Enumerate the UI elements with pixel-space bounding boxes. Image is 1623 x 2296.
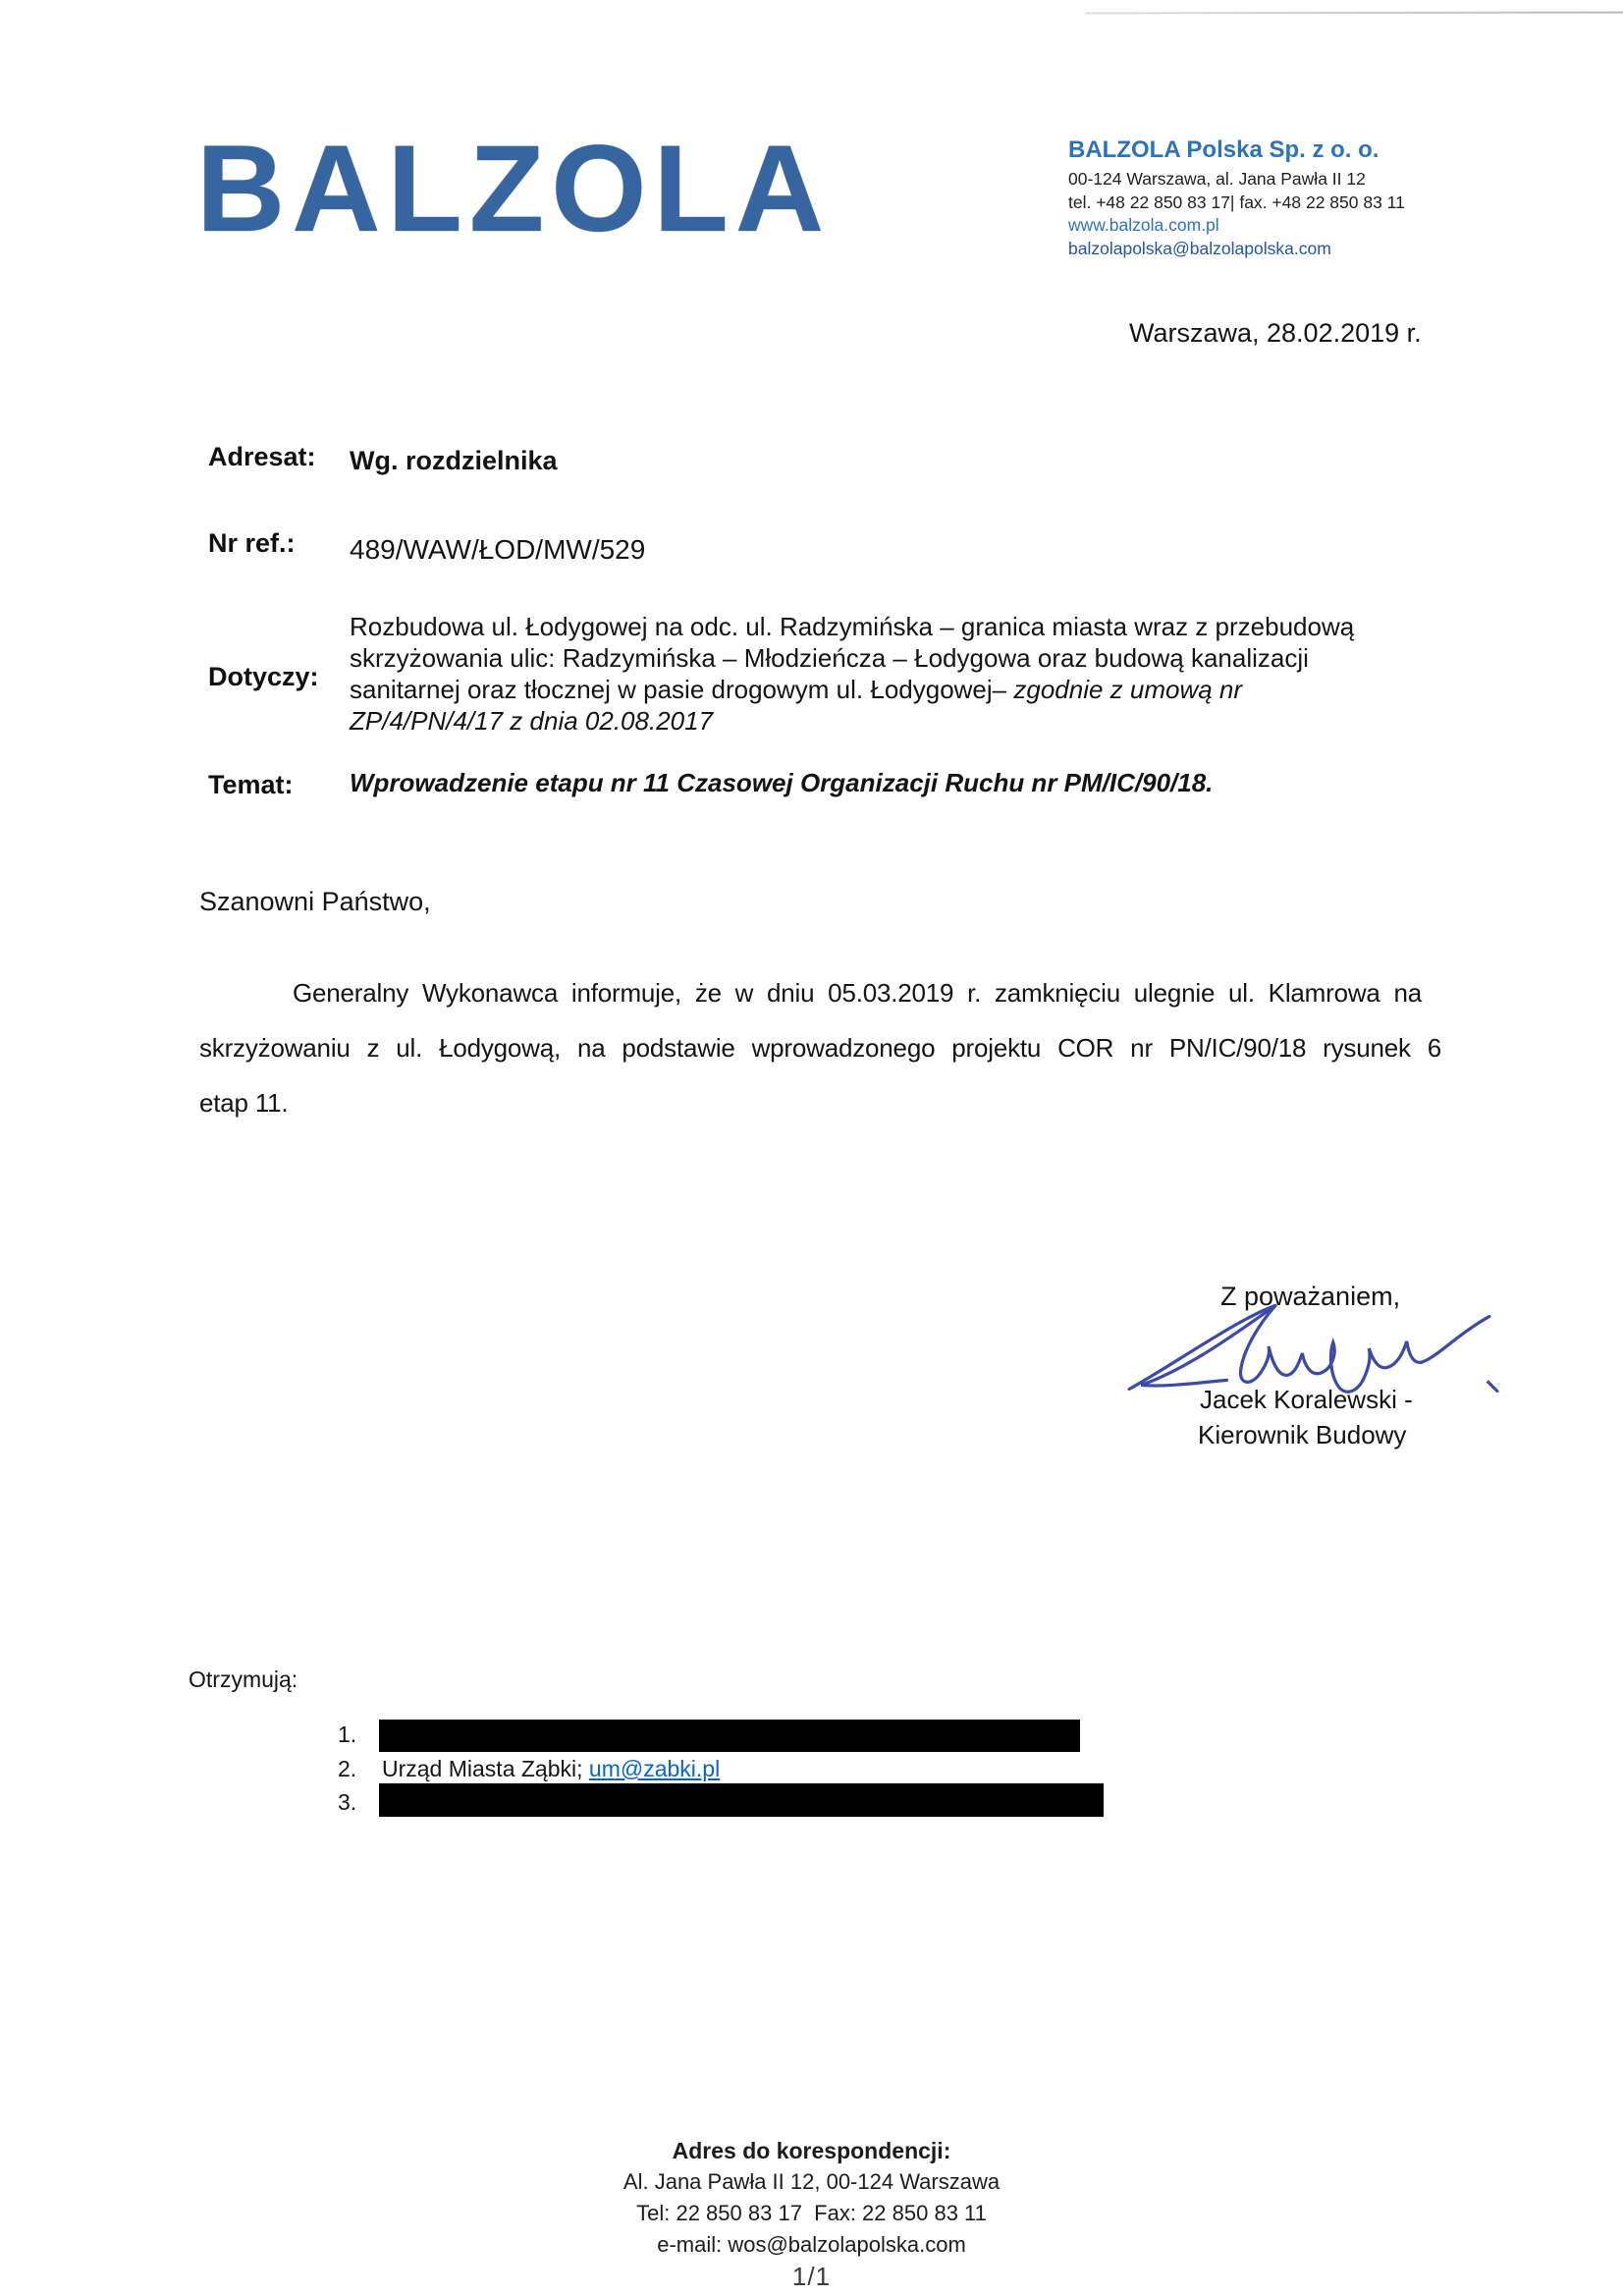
footer-phone-fax: Tel: 22 850 83 17 Fax: 22 850 83 11: [636, 2201, 987, 2225]
company-phone-fax: tel. +48 22 850 83 17| fax. +48 22 850 83 11: [1068, 191, 1405, 212]
body-line-1: Generalny Wykonawca informuje, że w dniu 05.03.2019 r. zamknięciu ulegnie ul. Klamrowa na: [293, 978, 1422, 1008]
dotyczy-line-4: ZP/4/PN/4/17 z dnia 02.08.2017: [350, 706, 714, 736]
valediction: Z poważaniem,: [1220, 1282, 1401, 1311]
dotyczy-line-2: skrzyżowania ulic: Radzymińska – Młodzieńcza – Łodygowa oraz budową kanalizacji: [350, 643, 1309, 673]
temat-label: Temat:: [208, 770, 294, 799]
nr-ref-value: 489/WAW/ŁOD/MW/529: [350, 534, 646, 565]
distribution-number-2: 2.: [338, 1756, 357, 1781]
footer-address: Al. Jana Pawła II 12, 00-124 Warszawa: [622, 2169, 1001, 2194]
redacted-bar-1: [379, 1720, 1080, 1752]
nr-ref-label: Nr ref.:: [208, 528, 296, 558]
dotyczy-line-1: Rozbudowa ul. Łodygowej na odc. ul. Radzymińska – granica miasta wraz z przebudową: [350, 612, 1355, 641]
distribution-number-1: 1.: [338, 1722, 357, 1747]
company-website: www.balzola.com.pl: [1068, 215, 1219, 235]
distribution-item-2-text: Urząd Miasta Ząbki;: [382, 1756, 589, 1781]
footer: [0, 2135, 1623, 2292]
company-logo: BALZOLA: [196, 121, 832, 257]
dotyczy-text: [350, 611, 1354, 737]
distribution-item-2: [382, 1756, 720, 1782]
scan-artifact-line: [1085, 12, 1623, 15]
distribution-number-3: 3.: [338, 1789, 357, 1815]
temat-value: Wprowadzenie etapu nr 11 Czasowej Organizacji Ruchu nr PM/IC/90/18.: [350, 768, 1214, 797]
distribution-email-link[interactable]: um@zabki.pl: [588, 1756, 721, 1781]
body-line-3: etap 11.: [199, 1088, 289, 1118]
company-email: balzolapolska@balzolapolska.com: [1068, 238, 1331, 258]
body-line-2: skrzyżowaniu z ul. Łodygową, na podstawie wprowadzonego projektu COR nr PN/IC/90/18 rysunek 6: [199, 1033, 1441, 1063]
redacted-bar-3: [379, 1783, 1104, 1817]
adresat-value: Wg. rozdzielnika: [350, 446, 558, 475]
dotyczy-line-3: sanitarnej oraz tłocznej w pasie drogowym ul. Łodygowej– zgodnie z umową nr: [350, 675, 1243, 704]
signer-title: Kierownik Budowy: [1198, 1420, 1407, 1449]
date-line: Warszawa, 28.02.2019 r.: [1129, 318, 1422, 348]
company-name: BALZOLA Polska Sp. z o. o.: [1068, 137, 1380, 163]
company-address: 00-124 Warszawa, al. Jana Pawła II 12: [1068, 169, 1366, 189]
footer-title: Adres do korespondencji:: [672, 2138, 951, 2163]
adresat-label: Adresat:: [208, 442, 316, 471]
company-header: [1068, 136, 1540, 260]
signer-name: Jacek Koralewski -: [1200, 1385, 1413, 1414]
dotyczy-label: Dotyczy:: [208, 662, 319, 691]
distribution-label: Otrzymują:: [189, 1667, 298, 1692]
page-number: 1/1: [791, 2262, 832, 2291]
footer-email: e-mail: wos@balzolapolska.com: [657, 2232, 966, 2257]
salutation: Szanowni Państwo,: [199, 887, 431, 916]
